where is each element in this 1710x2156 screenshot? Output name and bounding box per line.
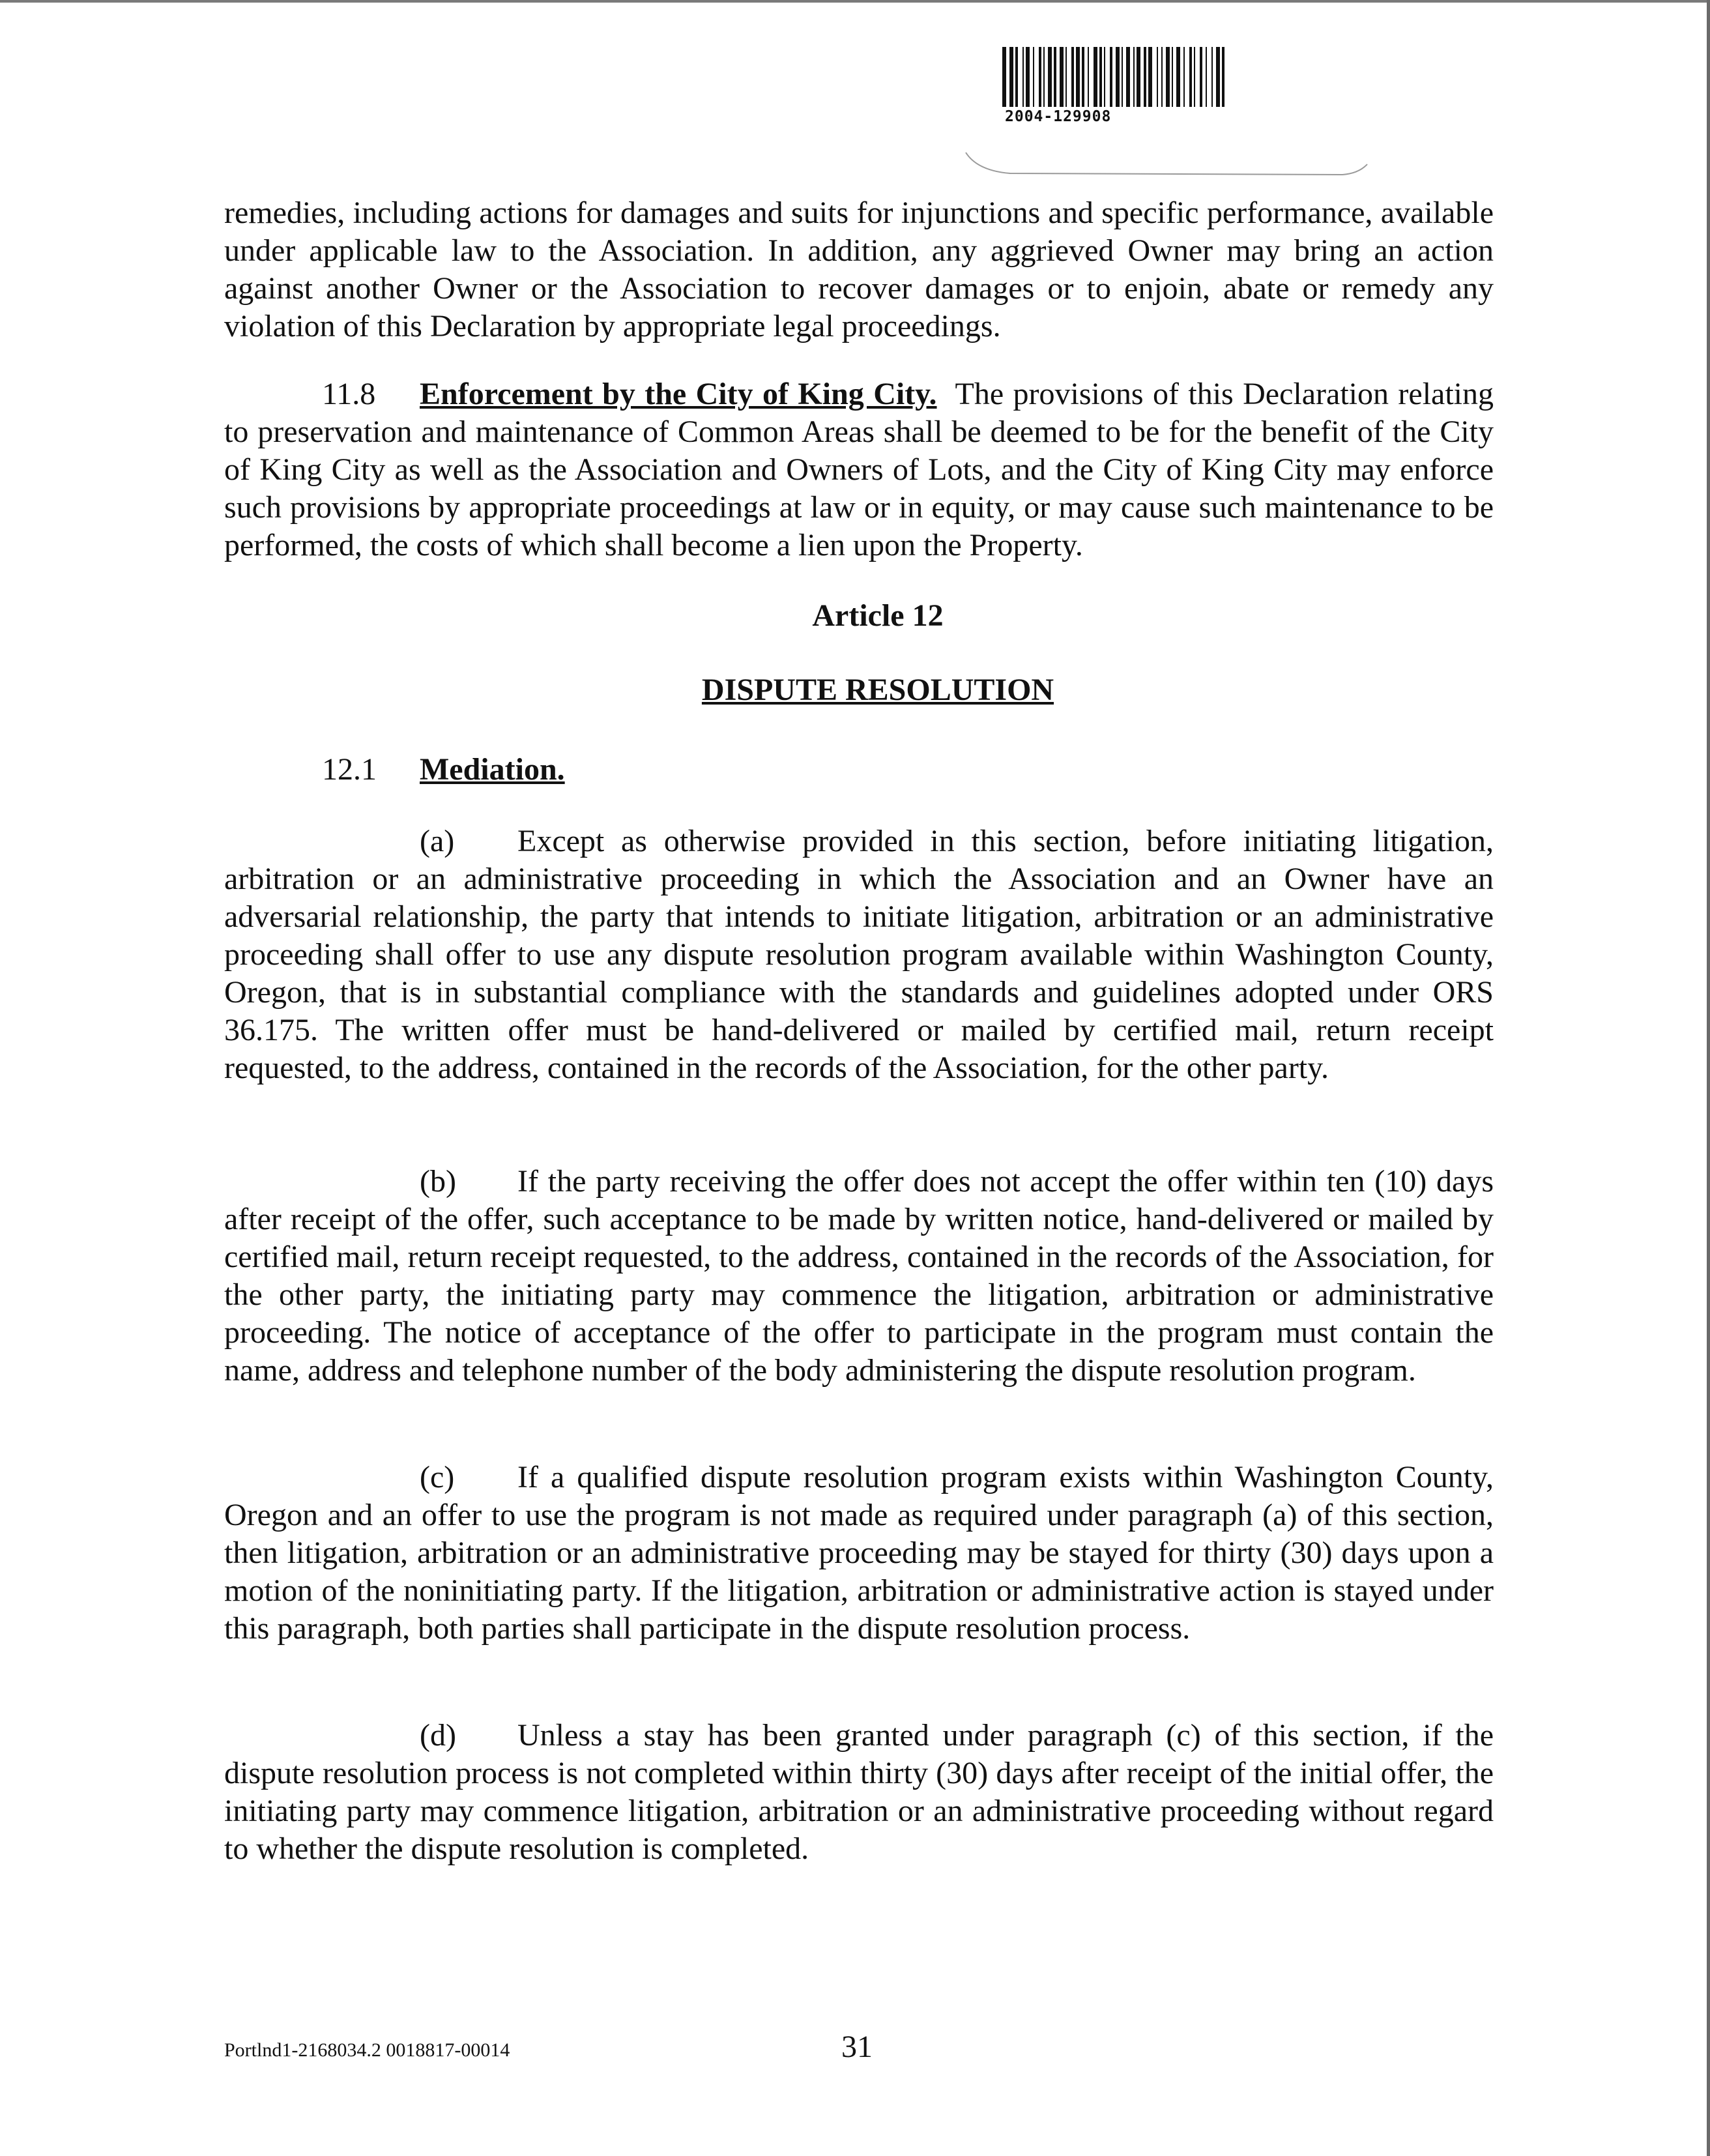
footer-document-id: Portlnd1-2168034.2 0018817-00014 — [224, 2039, 510, 2061]
paragraph-c — [224, 1459, 1494, 1648]
paragraph-label: (a) — [420, 824, 455, 858]
section-text: The provisions of this Declaration relating to preservation and maintenance of Common Areas shall be deemed to be for the benefit of the City of King City as well as the Association and Owners of Lots, and the City of King City may enforce such provisions by appropriate proceedings at law or in equity, or may cause such maintenance to be performed, the costs of which shall become a lien upon the Property. — [224, 377, 1494, 562]
section-title: Mediation. — [420, 752, 565, 787]
page-number: 31 — [841, 2030, 873, 2064]
section-11-8 — [224, 375, 1494, 564]
paragraph-remedies: remedies, including actions for damages and suits for injunctions and specific performance, available under applicable law to the Association. In addition, any aggrieved Owner may bring an action against another Owner or the Association to recover damages or to enjoin, abate or remedy any violation of this Declaration by appropriate legal proceedings. — [224, 196, 1494, 343]
paragraph-text: Unless a stay has been granted under paragraph (c) of this section, if the dispute resolution process is not completed within thirty (30) days after receipt of the initial offer, the initiating party may commence litigation, arbitration or an administrative proceeding without regard to whether the dispute resolution is completed. — [224, 1718, 1494, 1866]
article-subtitle: DISPUTE RESOLUTION — [701, 673, 1054, 707]
section-12-1-heading — [322, 751, 565, 789]
paragraph-b — [224, 1163, 1494, 1390]
scan-edge-top — [0, 0, 1710, 3]
paragraph-text: Except as otherwise provided in this section, before initiating litigation, arbitration or an administrative proceeding in which the Association and an Owner have an adversarial relationship, the party that intends to initiate litigation, arbitration or an administrative proceeding shall offer to use any dispute resolution program available within Washington County, Oregon, that is in substantial compliance with the standards and guidelines adopted under ORS 36.175. The written offer must be hand-delivered or mailed by certified mail, return receipt requested, to the address, contained in the records of the Association, for the other party. — [224, 824, 1494, 1085]
article-title: Article 12 — [812, 598, 944, 633]
paragraph-label: (c) — [420, 1460, 455, 1494]
barcode-icon — [1002, 47, 1296, 107]
recording-barcode — [1002, 47, 1302, 125]
scan-stamp-curve — [964, 151, 1369, 184]
paragraph-text: If a qualified dispute resolution program exists within Washington County, Oregon and an offer to use the program is not made as required under paragraph (a) of this section, then litigation, arbitration or an administrative proceeding may be stayed for thirty (30) days upon a motion of the noninitiating party. If the litigation, arbitration or administrative action is stayed under this paragraph, both parties shall participate in the dispute resolution process. — [224, 1460, 1494, 1646]
scan-edge-right — [1707, 0, 1710, 2156]
paragraph-d — [224, 1717, 1494, 1868]
barcode-number: 2004-129908 — [1005, 108, 1112, 125]
paragraph-label: (d) — [420, 1718, 456, 1753]
section-number: 11.8 — [322, 377, 376, 411]
section-number: 12.1 — [322, 752, 377, 787]
paragraph-text: If the party receiving the offer does not accept the offer within ten (10) days after receipt of the offer, such acceptance to be made by written notice, hand-delivered or mailed by certified mail, return receipt requested, to the address, contained in the records of the Association, for the other party, the initiating party may commence the litigation, arbitration or administrative proceeding. The notice of acceptance of the offer to participate in the program must contain the name, address and telephone number of the body administering the dispute resolution program. — [224, 1164, 1494, 1388]
paragraph-label: (b) — [420, 1164, 456, 1199]
paragraph-a — [224, 823, 1494, 1087]
section-heading: Enforcement by the City of King City. — [420, 377, 937, 411]
